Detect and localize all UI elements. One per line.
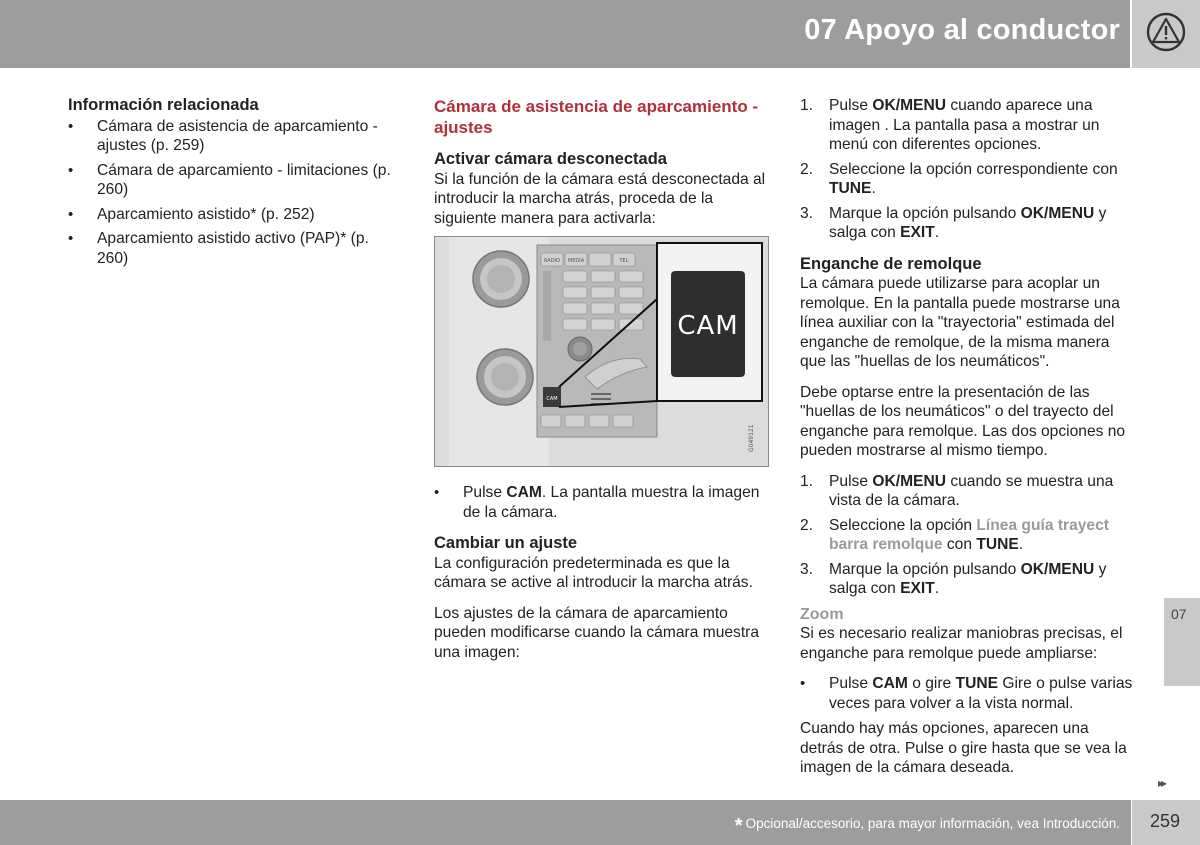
related-link[interactable]: • Aparcamiento asistido activo (PAP)* (p. 260): [68, 229, 398, 268]
trailer-text-1: La cámara puede utilizarse para acoplar un remolque. En la pantalla puede mostrarse una línea auxiliar con la "trayectoria" estimada del enganche de remolque, de la misma manera que las "huellas de los neumáticos".: [800, 275, 1120, 370]
figure-code: G049121: [748, 424, 755, 452]
cam-button-zoomed: [671, 271, 745, 377]
volume-knob: [473, 251, 529, 307]
related-link[interactable]: • Aparcamiento asistido* (p. 252): [68, 205, 398, 225]
key-name: OK/MENU: [872, 97, 946, 114]
key-name: OK/MENU: [1020, 204, 1095, 222]
section-title: Cámara de asistencia de aparcamiento - ajustes: [434, 97, 759, 137]
step-number: 2.: [800, 160, 814, 178]
cam-small-label: CAM: [546, 396, 558, 402]
text-segment: Marque la opción pulsando: [829, 560, 1021, 578]
warning-triangle-icon: [1146, 12, 1186, 52]
text-segment: Marque la opción pulsando: [829, 204, 1021, 222]
change-heading: Cambiar un ajuste: [434, 534, 578, 552]
text-segment: Seleccione la opción correspondiente con: [829, 160, 1118, 178]
center-console-figure: [434, 236, 769, 467]
cam-small-button: [543, 387, 561, 407]
zoom-heading: Zoom: [800, 605, 844, 623]
tune-knob: [477, 349, 533, 405]
step-number: 1.: [800, 472, 814, 490]
related-info-heading: Información relacionada: [68, 96, 259, 114]
trailer-zoom-column: [800, 96, 1135, 789]
text-segment: .: [871, 180, 876, 197]
footnote-text: Opcional/accesorio, para mayor información, vea Introducción.: [745, 816, 1120, 831]
step-item: [800, 516, 1135, 555]
text-segment: .: [1018, 536, 1024, 553]
trailer-steps: [800, 472, 1135, 599]
text-segment: Pulse: [829, 675, 873, 692]
text-segment: . La pantalla muestra la imagen de la cámara.: [463, 484, 760, 521]
text-segment: cuando se muestra una vista de la cámara.: [829, 472, 1114, 509]
zoom-list: [800, 674, 1135, 713]
text-segment: y salga con: [829, 204, 1107, 241]
text-segment: Pulse: [463, 484, 507, 501]
change-text-2: Los ajustes de la cámara de aparcamiento pueden modificarse cuando la cámara muestra una imagen:: [434, 604, 760, 661]
press-cam-list: [434, 483, 770, 522]
step-item: [800, 472, 1135, 511]
step-item: [800, 96, 1135, 155]
radio-label: RADIO: [544, 258, 560, 264]
chapter-tab-number: 07: [1171, 606, 1187, 622]
text-segment: .: [934, 580, 940, 597]
chapter-title: 07 Apoyo al conductor: [804, 14, 1120, 46]
text-segment: con: [942, 536, 977, 553]
text-segment: o gire: [907, 675, 956, 692]
zoom-item: [800, 674, 1135, 713]
step-item: [800, 560, 1135, 599]
text-segment: .: [934, 224, 940, 241]
page-number-box: [1132, 800, 1200, 845]
settings-steps: [800, 96, 1135, 243]
key-name: TUNE: [829, 180, 872, 197]
footnote: [735, 815, 1120, 838]
key-name: TUNE: [976, 536, 1019, 553]
related-info-list: [68, 117, 398, 269]
camera-settings-column: [434, 96, 770, 673]
cam-button-label: CAM: [677, 311, 739, 341]
activate-heading: Activar cámara desconectada: [434, 150, 667, 168]
cam-key: CAM: [506, 484, 542, 501]
page-number: 259: [1150, 811, 1181, 831]
text-segment: Pulse: [829, 472, 873, 490]
menu-option-name: Línea guía trayect barra remolque: [829, 516, 1109, 553]
text-segment: Gire o pulse varias veces para volver a la vista normal.: [829, 675, 1133, 712]
step-item: [800, 160, 1135, 199]
key-name: OK/MENU: [1020, 560, 1095, 578]
step-item: [800, 204, 1135, 243]
key-name: OK/MENU: [872, 472, 946, 490]
step-number: 3.: [800, 204, 814, 222]
trailer-heading: Enganche de remolque: [800, 254, 982, 273]
continue-arrow-icon: ▸▸: [1158, 776, 1165, 790]
center-console-illustration: [435, 237, 769, 467]
chapter-side-tab: [1164, 598, 1200, 686]
zoom-text: Si es necesario realizar maniobras precisas, el enganche para remolque puede ampliarse:: [800, 625, 1123, 662]
text-segment: cuando aparece una imagen . La pantalla pasa a mostrar un menú con diferentes opciones.: [829, 97, 1100, 153]
key-name: EXIT: [900, 224, 935, 241]
tel-label: TEL: [619, 258, 629, 264]
step-number: 3.: [800, 560, 814, 578]
text-segment: y salga con: [829, 560, 1107, 597]
related-link[interactable]: • Cámara de aparcamiento - limitaciones (p. 260): [68, 161, 398, 200]
text-segment: Pulse: [829, 97, 873, 114]
related-link[interactable]: • Cámara de asistencia de aparcamiento - ajustes (p. 259): [68, 117, 398, 156]
step-number: 1.: [800, 97, 814, 114]
media-label: MEDIA: [567, 258, 585, 264]
key-name: EXIT: [900, 580, 935, 597]
header-icon-box: [1132, 0, 1200, 68]
key-name: CAM: [872, 675, 908, 692]
text-segment: Seleccione la opción: [829, 516, 977, 534]
trailer-text-2: Debe optarse entre la presentación de las "huellas de los neumáticos" o del trayecto del enganche para remolque. Las dos opciones no pueden mostrarse al mismo tiempo.: [800, 383, 1126, 459]
related-info-column: [68, 96, 398, 273]
asterisk: *: [734, 815, 743, 837]
change-text-1: La configuración predeterminada es que la cámara se active al introducir la marcha atrás.: [434, 554, 753, 591]
press-cam-item: [434, 483, 770, 522]
step-number: 2.: [800, 516, 814, 534]
zoom-text-2: Cuando hay más opciones, aparecen una detrás de otra. Pulse o gire hasta que se vea la imagen de la cámara deseada.: [800, 720, 1127, 776]
key-name: TUNE: [955, 675, 998, 692]
activate-text: Si la función de la cámara está desconectada al introducir la marcha atrás, proceda de la siguiente manera para activarla:: [434, 170, 766, 227]
